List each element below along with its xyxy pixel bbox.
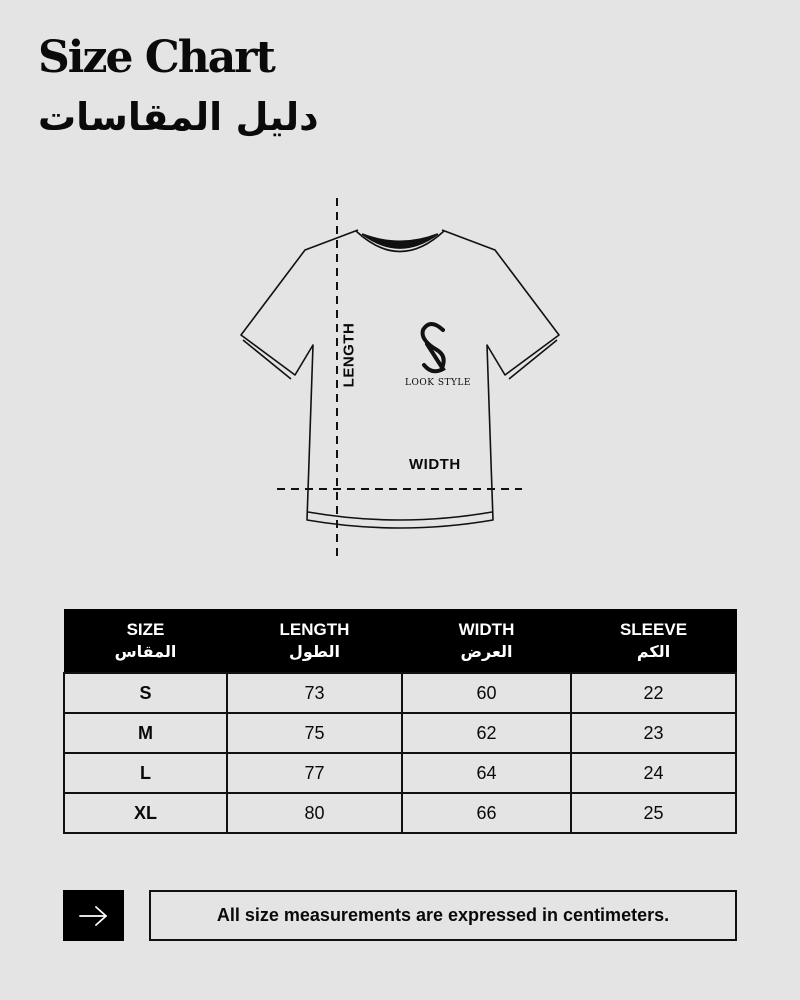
length-cell: 75: [227, 713, 402, 753]
arrow-right-icon: [77, 904, 111, 928]
header-sleeve: [571, 609, 736, 673]
header-length: [227, 609, 402, 673]
measurement-note: All size measurements are expressed in centimeters.: [149, 890, 737, 941]
header-sleeve-en: SLEEVE: [619, 619, 688, 639]
look-style-logo-icon: [423, 324, 444, 371]
header-width-en: WIDTH: [458, 619, 515, 639]
table-header-row: [64, 609, 736, 673]
page-title-arabic: دليل المقاسات: [38, 95, 319, 139]
page-title: Size Chart: [38, 32, 274, 83]
arrow-button[interactable]: [63, 890, 124, 941]
width-cell: 62: [402, 713, 571, 753]
width-cell: 66: [402, 793, 571, 833]
width-cell: 60: [402, 673, 571, 713]
header-sleeve-ar: الكم: [636, 641, 671, 661]
table-row: [64, 793, 736, 833]
sleeve-cell: 24: [571, 753, 736, 793]
header-width: [402, 609, 571, 673]
header-size-en: SIZE: [126, 619, 165, 639]
length-cell: 77: [227, 753, 402, 793]
header-size: [64, 609, 227, 673]
header-length-ar: الطول: [289, 641, 340, 661]
length-cell: 73: [227, 673, 402, 713]
sleeve-cell: 23: [571, 713, 736, 753]
width-label: WIDTH: [409, 456, 461, 473]
size-table: [63, 609, 737, 834]
size-cell: M: [64, 713, 227, 753]
sleeve-cell: 25: [571, 793, 736, 833]
table-row: [64, 713, 736, 753]
size-cell: L: [64, 753, 227, 793]
table-row: [64, 673, 736, 713]
collar-shape: [362, 233, 438, 248]
sleeve-cell: 22: [571, 673, 736, 713]
header-width-ar: العرض: [460, 641, 513, 661]
length-label: LENGTH: [340, 322, 358, 388]
brand-name: LOOK STYLE: [405, 378, 471, 388]
size-cell: S: [64, 673, 227, 713]
width-cell: 64: [402, 753, 571, 793]
size-cell: XL: [64, 793, 227, 833]
header-size-ar: المقاس: [114, 641, 177, 661]
length-cell: 80: [227, 793, 402, 833]
table-row: [64, 753, 736, 793]
header-length-en: LENGTH: [279, 619, 350, 639]
